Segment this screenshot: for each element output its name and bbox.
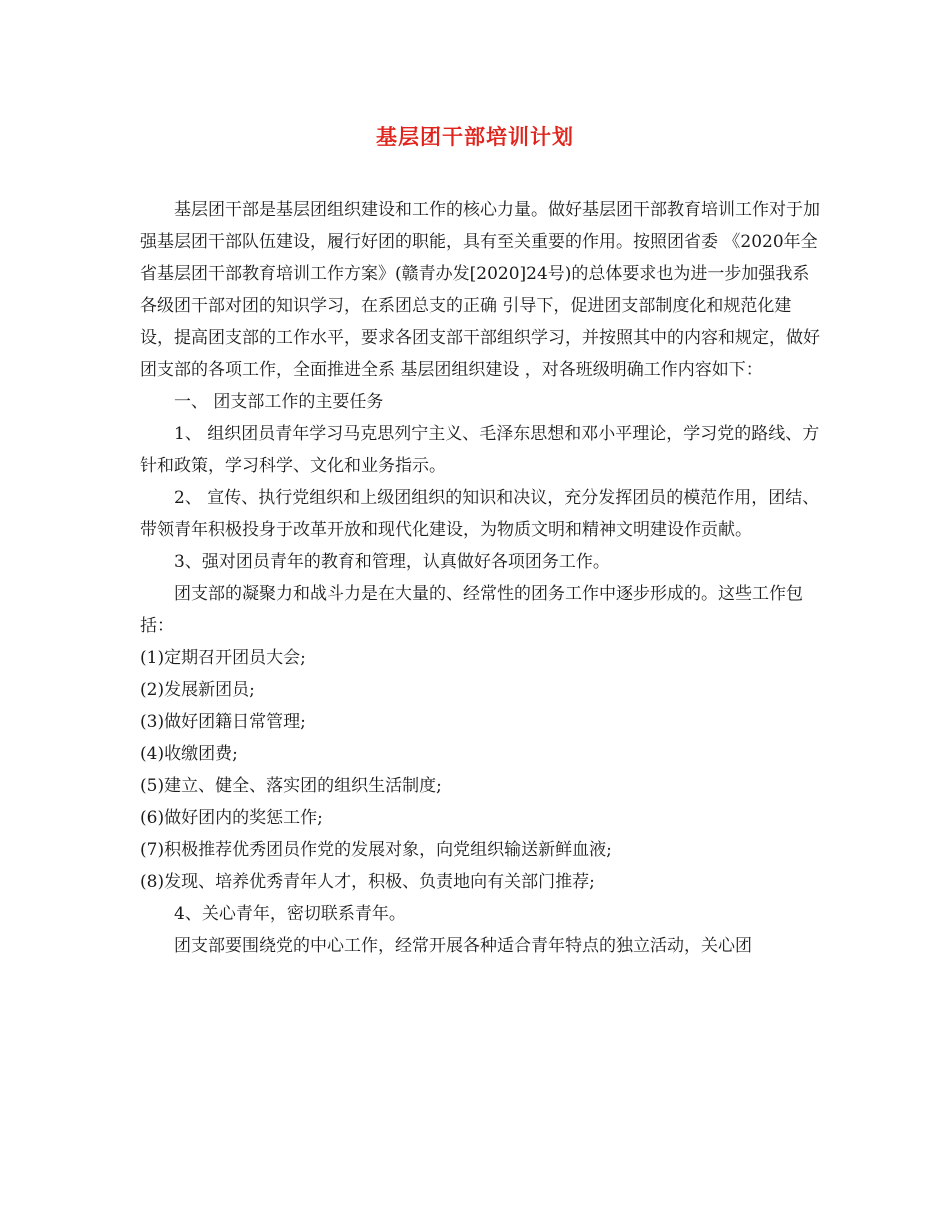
paragraph: 1、 组织团员青年学习马克思列宁主义、毛泽东思想和邓小平理论，学习党的路线、方针和政策，学习科学、文化和业务指示。 bbox=[140, 424, 820, 476]
section-heading: 一、 团支部工作的主要任务 bbox=[174, 392, 384, 412]
paragraph: 基层团干部是基层团组织建设和工作的核心力量。做好基层团干部教育培训工作对于加强基层团干部队伍建设，履行好团的职能，具有至关重要的作用。按照团省委 《2020年全省基层团干部教育培训工作方案》(赣青办发[2020]24号)的总体要求也为进一步加强我系各级团干部对团的知识学习，在系团总支的正确 引导下，促进团支部制度化和规范化建设，提高团支部的工作水平，要求各团支部干部组织学习，并按照其中的内容和规定，做好团支部的各项工作，全面推进全系 基层团组织建设 ，对各班级明确工作内容如下： bbox=[140, 200, 820, 380]
paragraph: 3、强对团员青年的教育和管理，认真做好各项团务工作。 bbox=[174, 552, 610, 572]
list-item: (4)收缴团费; bbox=[140, 744, 238, 764]
list-item: (1)定期召开团员大会; bbox=[140, 648, 306, 668]
document-title: 基层团干部培训计划 bbox=[376, 125, 574, 149]
document-body bbox=[140, 194, 820, 962]
list-item: (2)发展新团员; bbox=[140, 680, 255, 700]
list-item: (7)积极推荐优秀团员作党的发展对象，向党组织输送新鲜血液; bbox=[140, 840, 612, 860]
list-item: (5)建立、健全、落实团的组织生活制度; bbox=[140, 776, 442, 796]
paragraph: 团支部的凝聚力和战斗力是在大量的、经常性的团务工作中逐步形成的。这些工作包括： bbox=[140, 584, 803, 636]
paragraph: 2、 宣传、执行党组织和上级团组织的知识和决议，充分发挥团员的模范作用，团结、带领青年积极投身于改革开放和现代化建设，为物质文明和精神文明建设作贡献。 bbox=[140, 488, 820, 540]
paragraph: 4、关心青年，密切联系青年。 bbox=[174, 904, 406, 924]
list-item: (3)做好团籍日常管理; bbox=[140, 712, 306, 732]
list-item: (6)做好团内的奖惩工作; bbox=[140, 808, 323, 828]
paragraph: 团支部要围绕党的中心工作，经常开展各种适合青年特点的独立活动，关心团 bbox=[174, 936, 752, 956]
list-item: (8)发现、培养优秀青年人才，积极、负责地向有关部门推荐; bbox=[140, 872, 595, 892]
